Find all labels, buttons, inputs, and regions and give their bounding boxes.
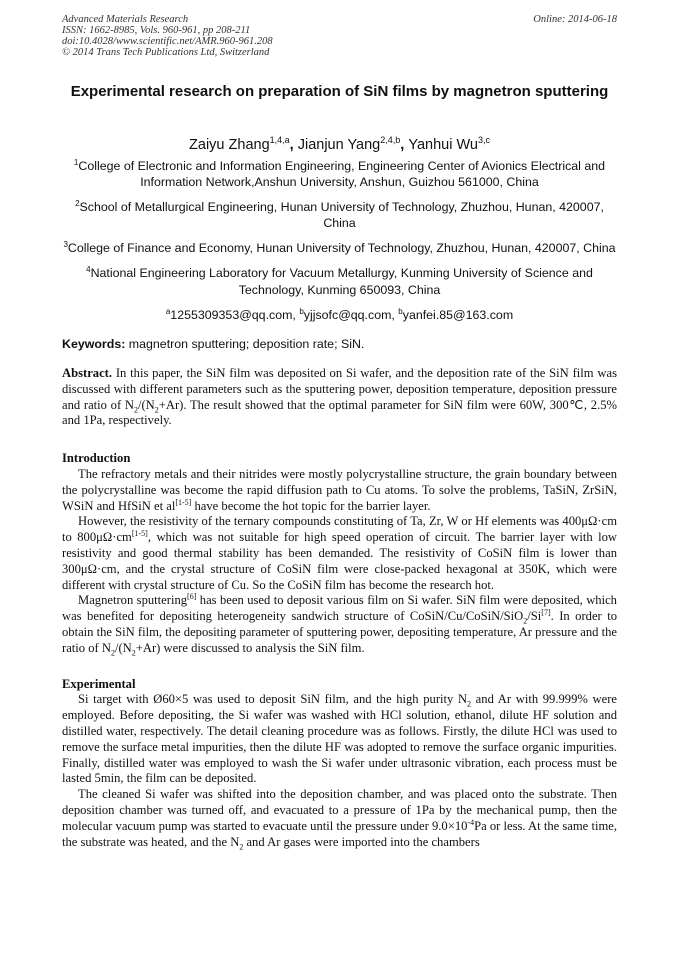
abstract-text: +Ar). The result showed that the optimal parameter for SiN film were 60W, 300℃, 2.5% and 1Pa, respectively.	[62, 397, 618, 428]
affiliation-text: College of Finance and Economy, Hunan University of Technology, Zhuzhou, Hunan, 420007, China	[67, 241, 616, 256]
paragraph-text: and Ar with 99.999% were employed. Before depositing, the Si wafer was washed with HCl solution, ethanol, dilute HF solution and distilled water, respectively. The detail cleaning procedure was as follows. Firstly, the dilute HCl was used to remove the surface metal impurities, then the dilute HF was adopted to remove the surface organic impurities. Finally, distilled water was employed to wash the Si wafer under ultrasonic vibration, each process must be lasted 5min, the film can be deposited.	[62, 692, 617, 786]
paragraph-text: and Ar gases were imported into the chambers	[243, 834, 480, 849]
paragraph-text: have become the hot topic for the barrier layer.	[191, 498, 431, 513]
affiliation	[62, 237, 617, 256]
keywords-text: magnetron sputtering; deposition rate; SiN.	[125, 337, 365, 351]
paper-title: Experimental research on preparation of SiN films by magnetron sputtering	[70, 83, 609, 100]
intro-paragraph	[62, 514, 617, 593]
affiliation-sup: 4	[86, 265, 91, 275]
abstract-text: /(N	[137, 397, 155, 412]
journal-header	[62, 14, 617, 58]
paragraph-text: However, the resistivity of the ternary compounds constituting of Ta, Zr, W or Hf elements was 400μΩ·cm to 800μΩ·cm	[62, 514, 617, 545]
author-separator: ,	[400, 136, 409, 153]
subscript: 2	[523, 616, 528, 626]
paragraph-text: The cleaned Si wafer was shifted into the deposition chamber, and was placed onto the substrate. Then deposition chamber was turned off, and evacuated to a pressure of 1Pa by the mechanical pump, then the molecular vacuum pump was started to evacuate until the pressure under 9.0×10	[62, 787, 617, 833]
email-sup: b	[299, 306, 304, 316]
experimental-paragraph	[62, 692, 617, 787]
issn-line: ISSN: 1662-8985, Vols. 960-961, pp 208-211	[62, 25, 251, 36]
subscript: 2	[133, 405, 138, 415]
affiliation	[62, 262, 617, 297]
section-heading-experimental: Experimental	[62, 676, 136, 691]
author-list	[62, 131, 617, 154]
email-address: yjjsofc@qq.com,	[303, 307, 399, 322]
keywords-label: Keywords:	[62, 337, 126, 351]
author-separator: ,	[289, 136, 298, 153]
subscript: 2	[131, 648, 136, 658]
citation: [1-5]	[131, 528, 148, 538]
doi-line: doi:10.4028/www.scientific.net/AMR.960-961.208	[62, 36, 273, 47]
affiliations	[62, 155, 617, 323]
abstract	[62, 366, 617, 429]
section-gap	[62, 657, 617, 677]
citation: [6]	[187, 592, 197, 602]
affiliation-sup: 3	[63, 240, 68, 250]
affiliation-text: National Engineering Laboratory for Vacuum Metallurgy, Kunming University of Science and Technology, Kunming 650093, China	[90, 266, 593, 297]
paragraph-text: +Ar) were discussed to analysis the SiN film.	[135, 640, 365, 655]
paragraph-text: Si target with Ø60×5 was used to deposit SiN film, and the high purity N	[78, 692, 468, 707]
author-affil-sup: 3,c	[477, 135, 490, 145]
email-sup: a	[165, 306, 171, 316]
email-sup: b	[398, 306, 403, 316]
subscript: 2	[154, 405, 159, 415]
email-address: yanfei.85@163.com	[402, 307, 514, 322]
intro-paragraph	[62, 467, 617, 514]
paragraph-text: has been used to deposit various film on Si wafer. SiN film were deposited, which was benefited for depositing heterogeneity sandwich structure of CoSiN/Cu/CoSiN/SiO	[62, 593, 617, 624]
author-name: Yanhui Wu	[408, 136, 478, 153]
citation: [1-5]	[175, 497, 192, 507]
affiliation	[62, 155, 617, 190]
paragraph-text: Pa or less. At the same time, the substrate was heated, and the N	[62, 818, 617, 849]
author-affil-sup: 1,4,a	[269, 135, 290, 145]
paragraph-text: /Si	[527, 609, 542, 624]
copyright-line: © 2014 Trans Tech Publications Ltd, Switzerland	[62, 47, 270, 58]
superscript: -4	[467, 817, 475, 827]
affiliation	[62, 196, 617, 231]
affiliation-sup: 1	[73, 158, 79, 167]
affiliation-text: College of Electronic and Information Engineering, Engineering Center of Avionics Electrical and Information Network,Anshun University, Anshun, Guizhou 561000, China	[78, 159, 606, 190]
affiliation-text: School of Metallurgical Engineering, Hunan University of Technology, Zhuzhou, Hunan, 420007, China	[79, 200, 604, 231]
paragraph-text: , which was not suitable for high speed operation of circuit. The barrier layer with low resistivity and good thermal stability has been demanded. The resistivity of CoSiN film is lower than 300μΩ·cm, and the crystal structure of CoSiN film were close-packed hexagonal at 350K, which were different with crystal structure of Cu. So the CoSiN film has become the research hot.	[62, 530, 617, 592]
paper-body	[62, 366, 617, 850]
keywords	[62, 336, 617, 352]
author-name: Jianjun Yang	[297, 136, 381, 153]
intro-paragraph	[62, 593, 617, 656]
paragraph-text: /(N	[114, 640, 132, 655]
author-affil-sup: 2,4,b	[380, 135, 401, 145]
subscript: 2	[110, 648, 115, 658]
journal-name: Advanced Materials Research	[62, 14, 189, 25]
paragraph-text: Magnetron sputtering	[78, 593, 188, 608]
subscript: 2	[467, 699, 472, 709]
abstract-text: In this paper, the SiN film was deposited on Si wafer, and the deposition rate of the SiN film was discussed with different parameters such as the sputtering power, deposition temperature, deposition pressure and ratio of N	[62, 366, 617, 412]
author-emails	[62, 304, 617, 323]
author-name: Zaiyu Zhang	[189, 136, 270, 153]
online-date: Online: 2014-06-18	[533, 14, 617, 25]
section-heading-introduction: Introduction	[62, 451, 131, 466]
paragraph-text: The refractory metals and their nitrides were mostly polycrystalline structure, the grain boundary between the polycrystalline was become the rapid diffusion path to Cu atoms. To solve the problems, TaSiN, ZrSiN, WSiN and HfSiN et al	[62, 466, 617, 513]
email-address: 1255309353@qq.com,	[170, 307, 300, 322]
experimental-paragraph	[62, 787, 617, 850]
citation: [7]	[541, 607, 551, 617]
affiliation-sup: 2	[75, 199, 80, 209]
subscript: 2	[239, 842, 244, 852]
paragraph-text: . In order to obtain the SiN film, the depositing parameter of sputtering power, depositing temperature, Ar pressure and the ratio of N	[62, 609, 618, 655]
abstract-label: Abstract.	[62, 366, 113, 380]
